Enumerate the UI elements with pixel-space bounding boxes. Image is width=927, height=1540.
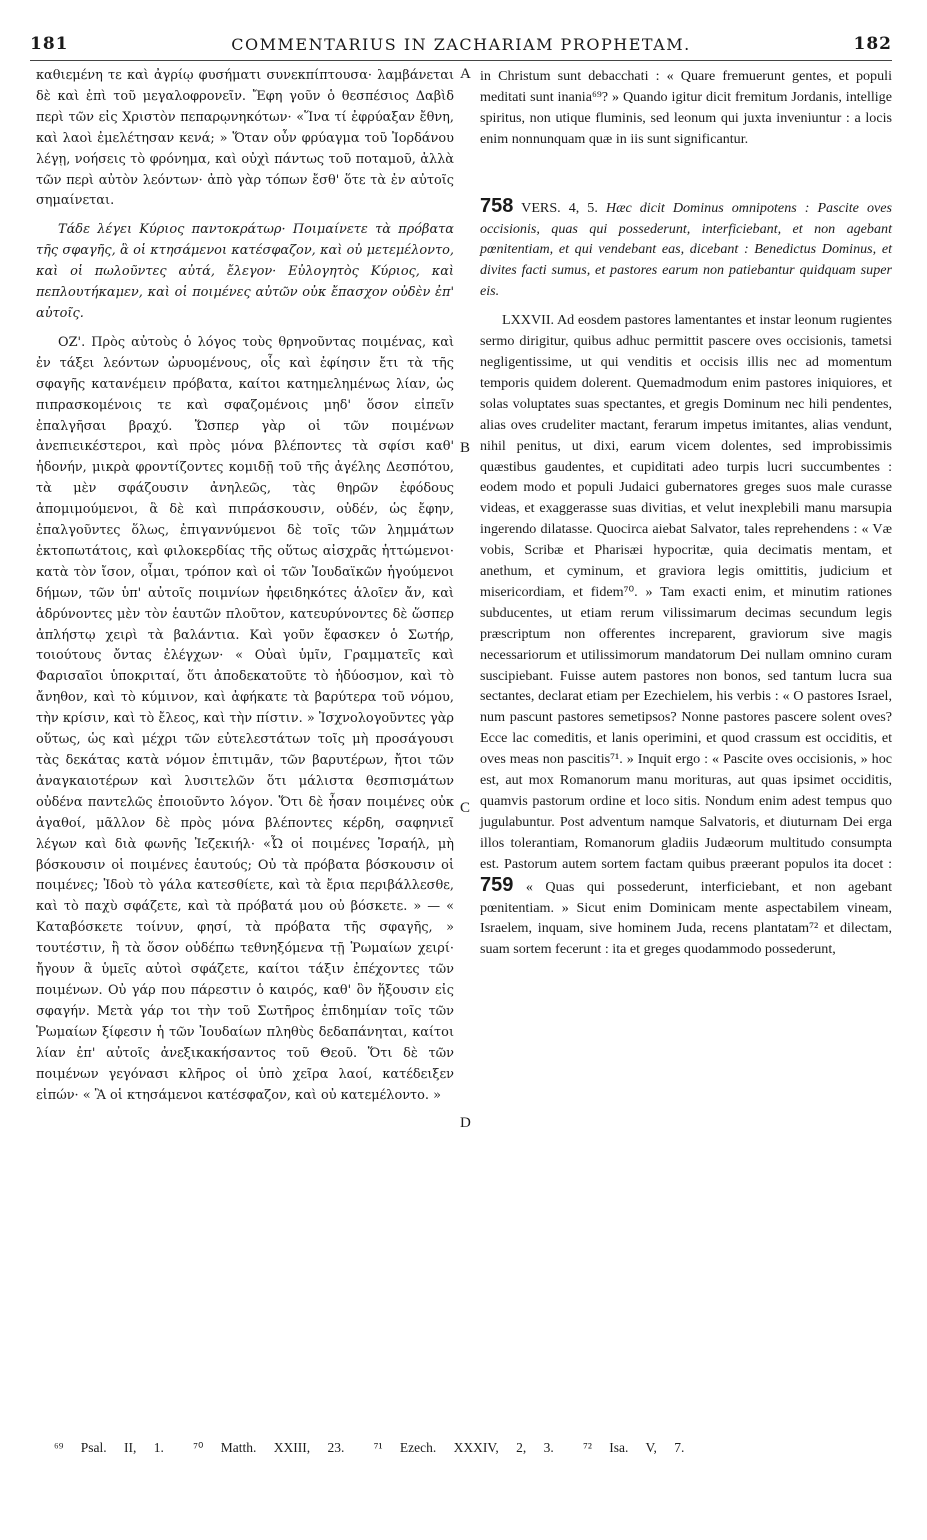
latin-commentary-text: LXXVII. Ad eosdem pastores lamentantes et instar leonum rugientes sermo dirigitur, quibus adhuc permittit pascere oves occisionis, tametsi negligentissime, ut qui venditis et occisis illis nec ad momentum temporis quidem dolerent. Quemadmodum enim pastores iniquiores, et solas voluptates suas spectantes, et gregis Dominum nec hili pendentes, alias oves crudeliter mactant, ferarum impetus imitantes, alias vendunt, nihil penitus, ut dixi, earum vicem dolentes, sed improbissimis quæstibus gaudentes, et cupiditati adeo turpis lucri succumbentes : eodem modo et populi Judaici gubernatores greges suos male curasse videas, et exaggerasse suas divitias, et velut inexplebili manu marsupia ingerendo dilatasse. Quocirca aiebat Salvator, tales reprehendens : « Væ vobis, Scribæ et Pharisæi hypocritæ, quia decimatis mentam, et anethum, et cyminum, et graviora legis omittitis, judicium et misericordiam, et fidem⁷⁰. » Tam exacti enim, et minutim rationes subducentes, ut etiam rerum vilissimarum decimas secundum legis præscriptum non offerentes increparent, graviorum sive magis necessariorum et utilissimorum mandatorum Dei nullam omnino curam suscipiebant. Fuisse autem pastores non bonos, sed tantum lucra sua sectantes, declarat etiam per Ezechielem, his verbis : « O pastores Israel, num pascunt pastores semetipsos? Nonne pastores pascere solent oves? Ecce lac comeditis, et lanis operimini, et quod crassum est occiditis, et oves meas non pascitis⁷¹. » Inquit ergo : « Pascite oves occisionis, » hoc est, aut mox Romanorum manu morituras, aut quas ipsimet occiditis, quamvis pastorum ordine et loco sitis. Nondum enim adest tempus quo jugulabuntur. Post adventum namque Salvatoris, et diuturnam Dei erga illos tolerantiam, Romanorum gladiis Judæorum multitudo consumpta est. Pastorum autem sortem factam quibus præerant populos ita docet : xyxy=(480,312,892,872)
latin-commentary xyxy=(480,310,892,960)
greek-column xyxy=(36,66,454,1106)
latin-lemma-text: Hæc dicit Dominus omnipotens : Pascite oves occisionis, quas qui possederunt, interficiebant, et non agebant pœnitentiam, et qui vendebant eas, dicebant : Benedictus Dominus, et divites facti sumus, et pastores earum non patiebantur quidquam super eis. xyxy=(480,199,892,300)
verse-heading: VERS. 4, 5. xyxy=(521,199,598,216)
footnotes xyxy=(54,1440,894,1456)
latin-column xyxy=(480,66,892,960)
footnote-69: ⁶⁹ Psal. II, 1. xyxy=(54,1440,164,1455)
margin-letter-c: C xyxy=(460,800,471,816)
latin-commentary-tail: « Quas qui possederunt, interficiebant, et non agebant pœnitentiam. » Sicut enim Dominicam mente aspectabilem vineam, Israelem, inquam, sive hominem Juda, recens plantatam⁷² et dilectam, suam sortem fecerunt : ita et greges quodammodo possederunt, xyxy=(480,878,892,958)
page-number-right: 182 xyxy=(853,34,892,54)
running-header xyxy=(30,34,892,61)
margin-letter-d: D xyxy=(460,1115,471,1131)
column-number-758: 758 xyxy=(480,194,514,217)
running-title: COMMENTARIUS IN ZACHARIAM PROPHETAM. xyxy=(231,35,691,54)
footnote-72: ⁷² Isa. V, 7. xyxy=(583,1440,685,1455)
margin-letter-b: B xyxy=(460,440,471,456)
footnote-70: ⁷⁰ Matth. XXIII, 23. xyxy=(193,1440,345,1455)
greek-paragraph-1: καθιεμένη τε καὶ ἀγρίῳ φυσήματι συνεκπίπτουσα· λαμβάνεται δὲ καὶ ἐπὶ τοῦ μεγαλοφρονεῖν. Ἔφη γοῦν ὁ θεσπέσιος Δαβὶδ περὶ τῶν εἰς Χριστὸν πεπαρῳνηκότων· «Ἵνα τί ἐφρύαξαν ἔθνη, καὶ λαοὶ ἐμελέτησαν κενά; » Ὅταν οὖν φρύαγμα τοῦ Ἰορδάνου λέγῃ, νοήσεις τὸ φρόνημα, καὶ οὐχὶ πάντως τοῦ ποταμοῦ, ἀλλὰ τῶν περὶ αὐτὸν λεόντων· ἀπὸ γὰρ τόπων ἔσθ' ὅτε τὰ ἐν αὐτοῖς σημαίνεται. xyxy=(36,68,454,209)
greek-lemma: Τάδε λέγει Κύριος παντοκράτωρ· Ποιμαίνετε τὰ πρόβατα τῆς σφαγῆς, ἃ οἱ κτησάμενοι κατέσφαζον, καὶ οὐ μετεμέλοντο, καὶ οἱ πωλοῦντες αὐτά, ἔλεγον· Εὐλογητὸς Κύριος, καὶ πεπλουτήκαμεν, καὶ οἱ ποιμένες αὐτῶν οὐκ ἔπασχον οὐδὲν ἐπ' αὐτοῖς. xyxy=(36,222,454,321)
footnote-71: ⁷¹ Ezech. XXXIV, 2, 3. xyxy=(373,1440,554,1455)
latin-paragraph-1: in Christum sunt debacchati : « Quare fremuerunt gentes, et populi meditati sunt inania⁶⁹? » Quando igitur dicit fremitum Jordanis, intellige spiritus, non utique fluminis, sed leonum qui juxta inveniuntur : a locis enim nonnunquam quæ in iis sunt significantur. xyxy=(480,68,892,147)
column-number-759: 759 xyxy=(480,873,514,896)
page-number-left: 181 xyxy=(30,34,69,54)
latin-lemma xyxy=(480,196,892,303)
margin-letter-a: A xyxy=(460,66,471,82)
greek-commentary: ΟΖ'. Πρὸς αὐτοὺς ὁ λόγος τοὺς θρηνοῦντας ποιμένας, καὶ ἐν τάξει λεόντων ὠρυομένους, οἷς καὶ ἐφίησιν ἔτι τὰ τῆς σφαγῆς κατανέμειν πρόβατα, καίτοι κατημελημένως λίαν, ὡς πιπρασκομένοις τε καὶ σφαζομένοις μηδ' ὅσον εἰπεῖν ἐπαλγῆσαι βραχύ. Ὥσπερ γὰρ οἱ τῶν ποιμένων ἀνεπιεικέστεροι, καὶ πρὸς μόνα βλέποντες τὰ σφίσι καθ' ἡδονήν, μικρὰ φροντίζοντες κομιδῇ τοῦ τῆς ἀγέλης Δεσπότου, τὰ μὲν σφάζουσιν ἀνηλεῶς, τὰς θηρῶν ἐφόδους ἀπομιμούμενοι, ἃ δὲ καὶ πιπράσκουσιν, οὐδέν, ὡς ἔφην, ἐπαλγοῦντες ὅλως, ἐπιγαννύμενοι δὲ τοῖς τῶν λημμάτων ἐκτοπωτάτοις, καὶ φιλοκερδίας τῆς οὕτως αἰσχρᾶς ἡττώμενοι· κατὰ τὸν ἴσον, οἶμαι, τρόπον καὶ οἱ τῶν Ἰουδαϊκῶν ἡγούμενοι δήμων, τῶν ὑπ' αὐτοῖς ποιμνίων ἠφειδηκότες ἁλοῖεν ἄν, καὶ ἁδρύνοντες μὲν τὸν ἑαυτῶν πλοῦτον, κατευρύνοντες δὲ ὥσπερ ἀπλήστῳ χειρὶ τὰ βαλάντια. Καὶ γοῦν ἔφασκεν ὁ Σωτήρ, τοιούτους ὄντας ἐλέγχων· « Οὐαὶ ὑμῖν, Γραμματεῖς καὶ Φαρισαῖοι ὑποκριταί, ὅτι ἀποδεκατοῦτε τὸ ἡδύοσμον, καὶ τὸ ἄνηθον, καὶ τὸ κύμινον, καὶ ἀφήκατε τὰ βαρύτερα τοῦ νόμου, τὴν κρίσιν, καὶ τὸ ἔλεος, καὶ τὴν πίστιν. » Ἰσχνολογοῦντες γὰρ οὕτως, ὡς καὶ μέχρι τῶν εὐτελεστάτων τοῖς μὴ προσάγουσι τὰς δεκάτας κατὰ νόμον ἐπιτιμᾶν, τῶν βαρυτέρων, ἤτοι τῶν ἀναγκαιοτέρων καὶ λυσιτελῶν ὅτι μάλιστα θεσπισμάτων οὐδένα παντελῶς ἐποιοῦντο λόγον. Ὅτι δὲ ἦσαν ποιμένες οὐκ ἀγαθοί, μᾶλλον δὲ πρὸς μόνα βλέποντες κέρδη, σαφηνιεῖ λέγων καὶ διὰ φωνῆς Ἰεζεκιήλ· «Ὦ οἱ ποιμένες Ἰσραήλ, μὴ βόσκουσιν οἱ ποιμένες ἑαυτούς; Οὐ τὰ πρόβατα βόσκουσιν οἱ ποιμένες; Ἰδοὺ τὸ γάλα κατεσθίετε, καὶ τὰ ἔρια περιβάλλεσθε, καὶ τὸ παχὺ σφάζετε, καὶ τὰ πρόβατά μου οὐ βόσκετε. » — « Καταβόσκετε τοίνυν, φησί, τὰ πρόβατα τῆς σφαγῆς, » τουτέστιν, ἢ τὰ ὅσον οὐδέπω τεθνηξόμενα τῇ Ῥωμαίων χειρί· ἤγουν ἃ ὑμεῖς αὐτοὶ σφάζετε, καίτοι τάξιν ἐπέχοντες τῶν ποιμένων. Οὐ γάρ που πάρεστιν ὁ καιρός, καθ' ὃν ἥξουσιν εἰς σφαγήν. Μετὰ γάρ τοι τὴν τοῦ Σωτῆρος ἐπιδημίαν τοῖς τῶν Ῥωμαίων ξίφεσιν ἡ τῶν Ἰουδαίων πληθὺς δεδαπάνηται, καίτοι λίαν ἐπ' αὐτοῖς ἀνεξικακήσαντος τοῦ Θεοῦ. Ὅτι δὲ τῶν ποιμένων γεγόνασι κλῆρος οἱ ὑπὸ χεῖρα λαοί, κατέδειξεν εἰπών· « Ἃ οἱ κτησάμενοι κατέσφαζον, καὶ οὐ κατεμέλοντο. » xyxy=(36,334,454,1103)
